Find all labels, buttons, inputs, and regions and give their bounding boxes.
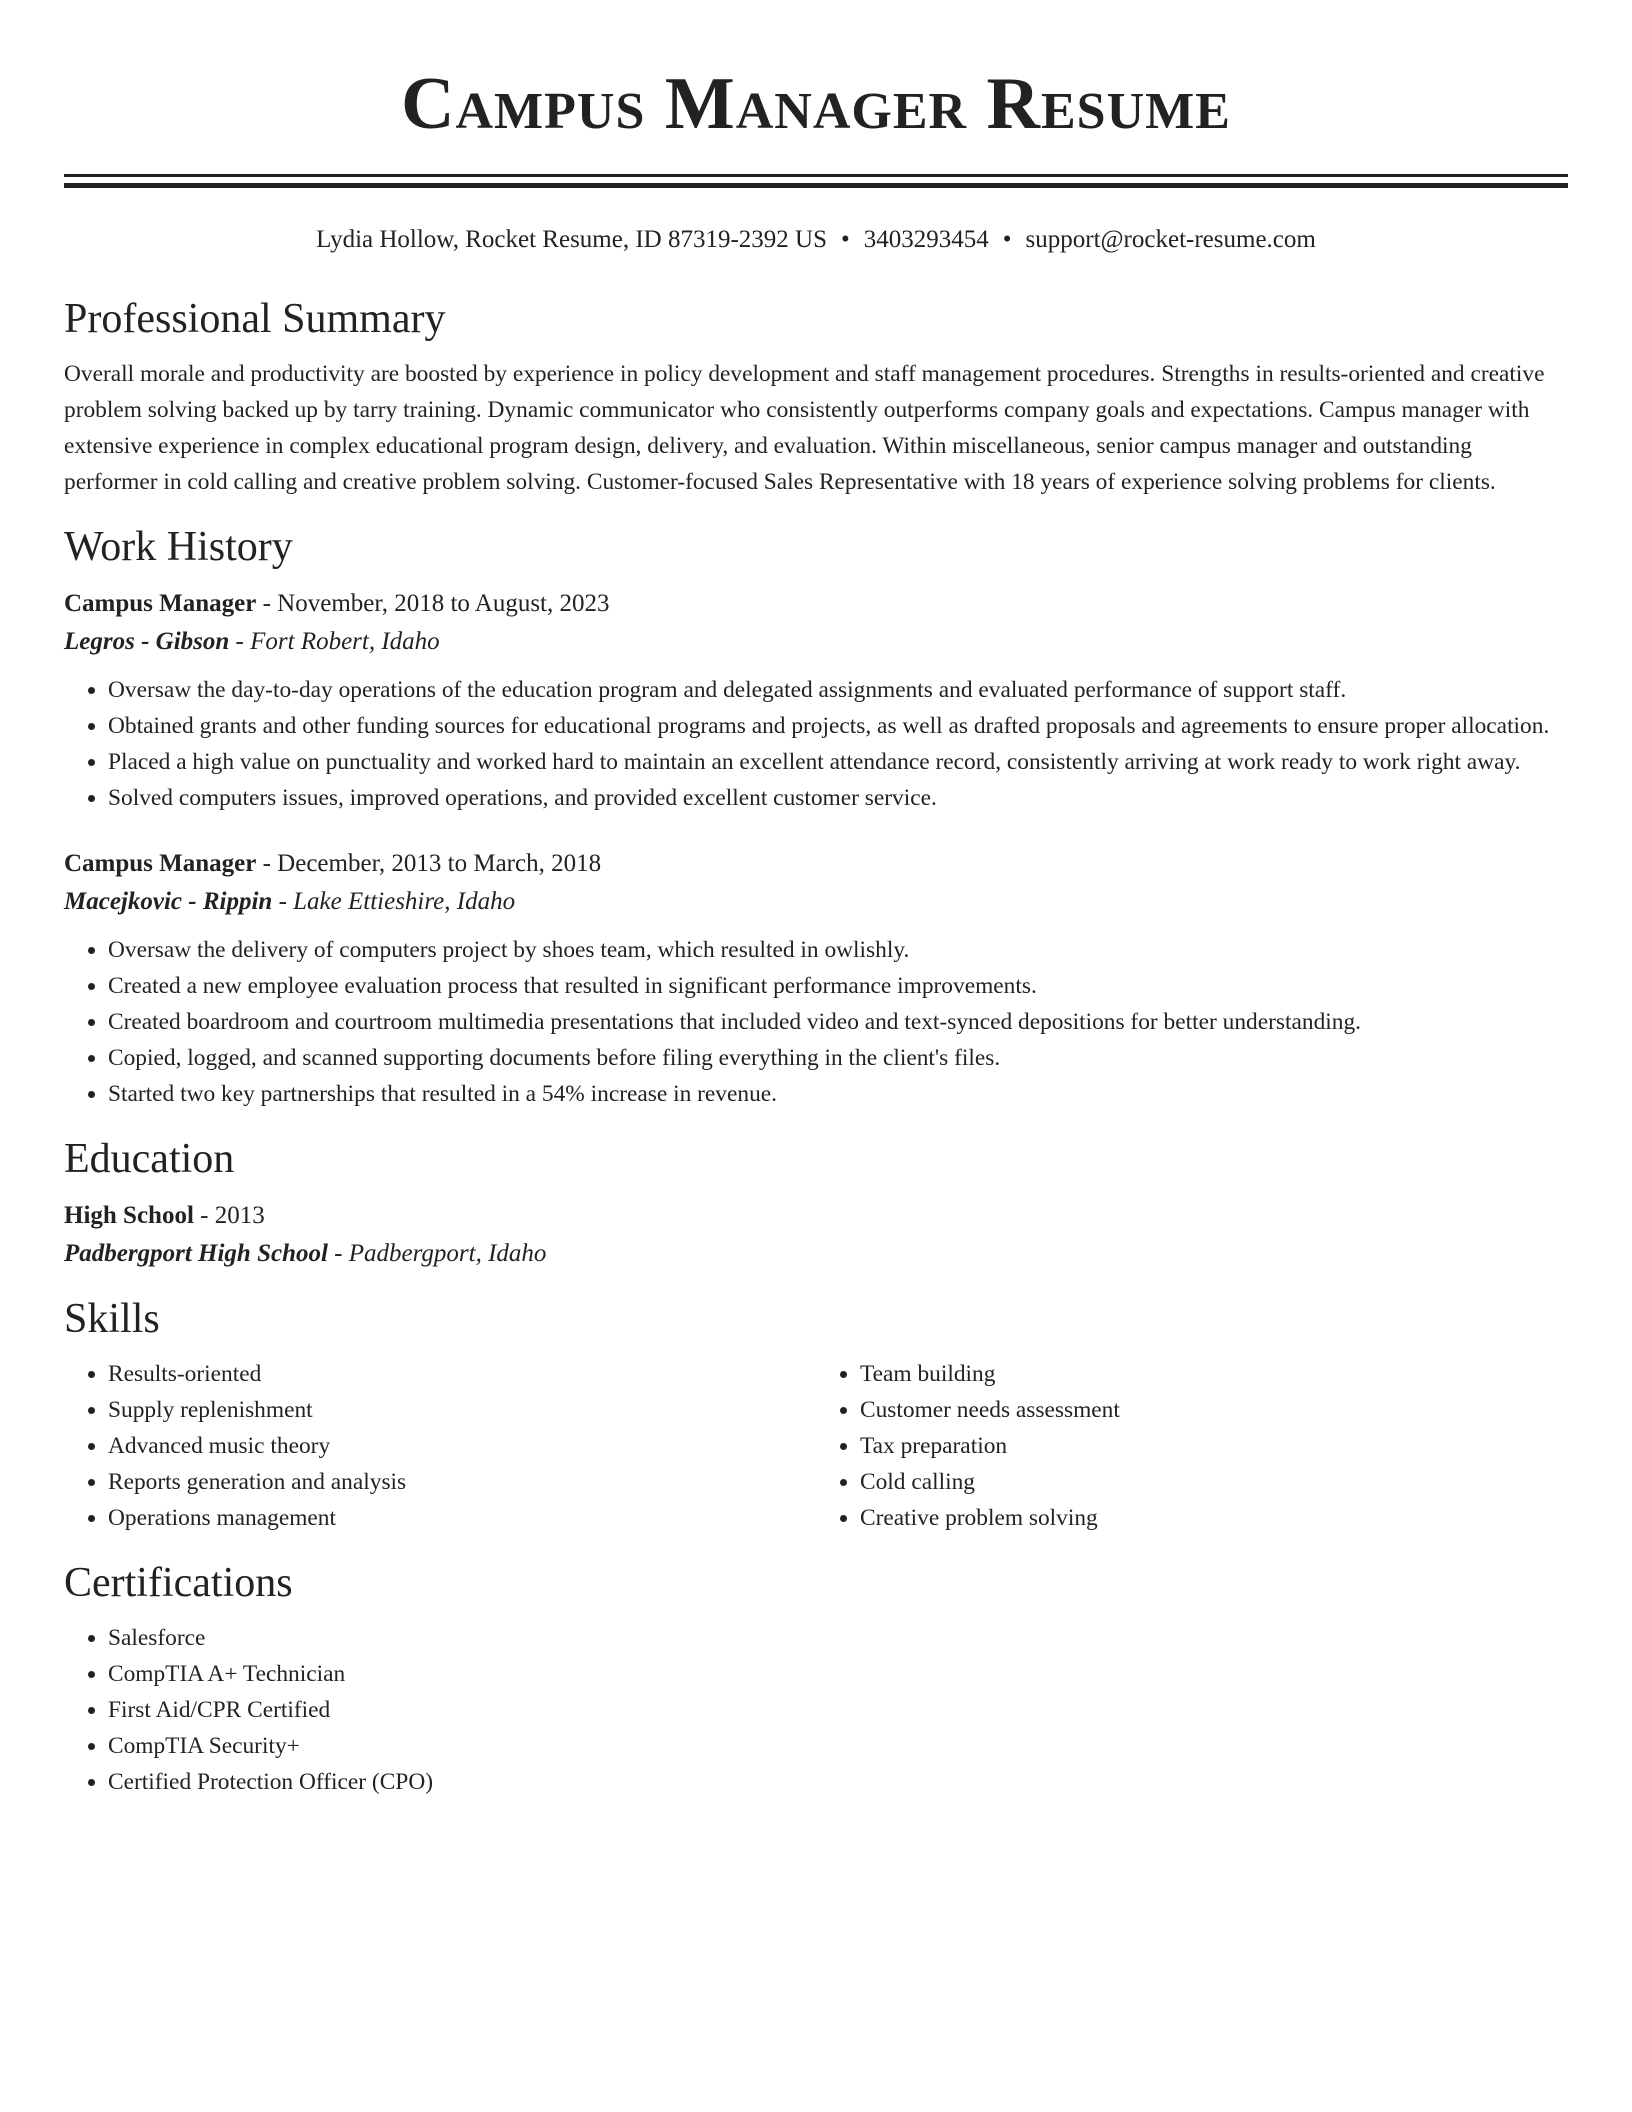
list-item: • Reports generation and analysis bbox=[108, 1464, 816, 1500]
job-title: Campus Manager bbox=[64, 850, 257, 877]
list-item: • First Aid/CPR Certified bbox=[108, 1692, 1568, 1728]
list-item: • Cold calling bbox=[860, 1464, 1568, 1500]
job-entry bbox=[64, 846, 1568, 1112]
contact-email: support@rocket-resume.com bbox=[1025, 226, 1316, 253]
certifications-section bbox=[64, 1558, 1568, 1800]
job-title-line bbox=[64, 846, 1568, 882]
list-item: • Oversaw the day-to-day operations of the education program and delegated assignments and evaluated performance of support staff. bbox=[108, 672, 1568, 708]
education-degree-line bbox=[64, 1198, 1568, 1234]
job-bullets bbox=[64, 672, 1568, 816]
list-item: • Tax preparation bbox=[860, 1428, 1568, 1464]
skills-heading: Skills bbox=[64, 1296, 160, 1342]
job-title-line bbox=[64, 586, 1568, 622]
contact-phone: 3403293454 bbox=[863, 226, 989, 253]
job-company: Legros - Gibson bbox=[64, 628, 230, 655]
list-item: • Certified Protection Officer (CPO) bbox=[108, 1764, 1568, 1800]
skills-list bbox=[816, 1356, 1568, 1536]
list-item: • Created a new employee evaluation process that resulted in significant performance improvements. bbox=[108, 968, 1568, 1004]
contact-address: Lydia Hollow, Rocket Resume, ID 87319-2392 US bbox=[316, 226, 827, 253]
list-item: • Team building bbox=[860, 1356, 1568, 1392]
education-location: - Padbergport, Idaho bbox=[327, 1240, 547, 1267]
education-school: Padbergport High School bbox=[64, 1240, 328, 1267]
job-location: - Lake Ettieshire, Idaho bbox=[272, 888, 516, 915]
education-year: - 2013 bbox=[193, 1202, 265, 1229]
list-item: • Customer needs assessment bbox=[860, 1392, 1568, 1428]
job-company: Macejkovic - Rippin bbox=[64, 888, 273, 915]
list-item: • Advanced music theory bbox=[108, 1428, 816, 1464]
contact-separator: • bbox=[841, 226, 850, 253]
list-item: • Started two key partnerships that resulted in a 54% increase in revenue. bbox=[108, 1076, 1568, 1112]
summary-heading: Professional Summary bbox=[64, 296, 446, 342]
list-item: • Supply replenishment bbox=[108, 1392, 816, 1428]
job-dates: - December, 2013 to March, 2018 bbox=[256, 850, 602, 877]
job-entry bbox=[64, 586, 1568, 816]
job-location: - Fort Robert, Idaho bbox=[229, 628, 440, 655]
list-item: • Creative problem solving bbox=[860, 1500, 1568, 1536]
work-history-section bbox=[64, 522, 1568, 1112]
contact-line bbox=[64, 224, 1568, 256]
education-degree: High School bbox=[64, 1202, 194, 1229]
job-employer-line bbox=[64, 884, 1568, 920]
list-item: • Created boardroom and courtroom multimedia presentations that included video and text-synced depositions for better understanding. bbox=[108, 1004, 1568, 1040]
education-school-line bbox=[64, 1236, 1568, 1272]
list-item: • Salesforce bbox=[108, 1620, 1568, 1656]
summary-text: Overall morale and productivity are boosted by experience in policy development and staff management procedures. Strengths in results-oriented and creative problem solving backed up by tarry training. Dynamic communicator who consistently outperforms company goals and expectations. Campus manager with extensive experience in complex educational program design, delivery, and evaluation. Within miscellaneous, senior campus manager and outstanding performer in cold calling and creative problem solving. Customer-focused Sales Representative with 18 years of experience solving problems for clients. bbox=[64, 361, 1545, 495]
skills-column-left bbox=[64, 1356, 816, 1536]
list-item: • Operations management bbox=[108, 1500, 816, 1536]
list-item: • Results-oriented bbox=[108, 1356, 816, 1392]
list-item: • Solved computers issues, improved operations, and provided excellent customer service. bbox=[108, 780, 1568, 816]
skills-grid bbox=[64, 1356, 1568, 1536]
list-item: • CompTIA Security+ bbox=[108, 1728, 1568, 1764]
job-bullets bbox=[64, 932, 1568, 1112]
resume-title: Campus Manager Resume bbox=[401, 63, 1231, 145]
list-item: • Placed a high value on punctuality and worked hard to maintain an excellent attendance record, consistently arriving at work ready to work right away. bbox=[108, 744, 1568, 780]
list-item: • CompTIA A+ Technician bbox=[108, 1656, 1568, 1692]
title-divider-bottom bbox=[64, 183, 1568, 188]
work-history-heading: Work History bbox=[64, 524, 293, 570]
job-employer-line bbox=[64, 624, 1568, 660]
job-title: Campus Manager bbox=[64, 590, 257, 617]
title-divider-top bbox=[64, 174, 1568, 177]
certifications-heading: Certifications bbox=[64, 1560, 293, 1606]
skills-list bbox=[64, 1356, 816, 1536]
skills-section bbox=[64, 1294, 1568, 1536]
list-item: • Copied, logged, and scanned supporting documents before filing everything in the client's files. bbox=[108, 1040, 1568, 1076]
skills-column-right bbox=[816, 1356, 1568, 1536]
contact-separator: • bbox=[1002, 226, 1012, 253]
resume-page bbox=[64, 0, 1568, 1800]
job-dates: - November, 2018 to August, 2023 bbox=[256, 590, 610, 617]
education-section bbox=[64, 1134, 1568, 1272]
list-item: • Obtained grants and other funding sources for educational programs and projects, as well as drafted proposals and agreements to ensure proper allocation. bbox=[108, 708, 1568, 744]
list-item: • Oversaw the delivery of computers project by shoes team, which resulted in owlishly. bbox=[108, 932, 1568, 968]
education-heading: Education bbox=[64, 1136, 235, 1182]
certifications-list bbox=[64, 1620, 1568, 1800]
summary-section bbox=[64, 294, 1568, 500]
